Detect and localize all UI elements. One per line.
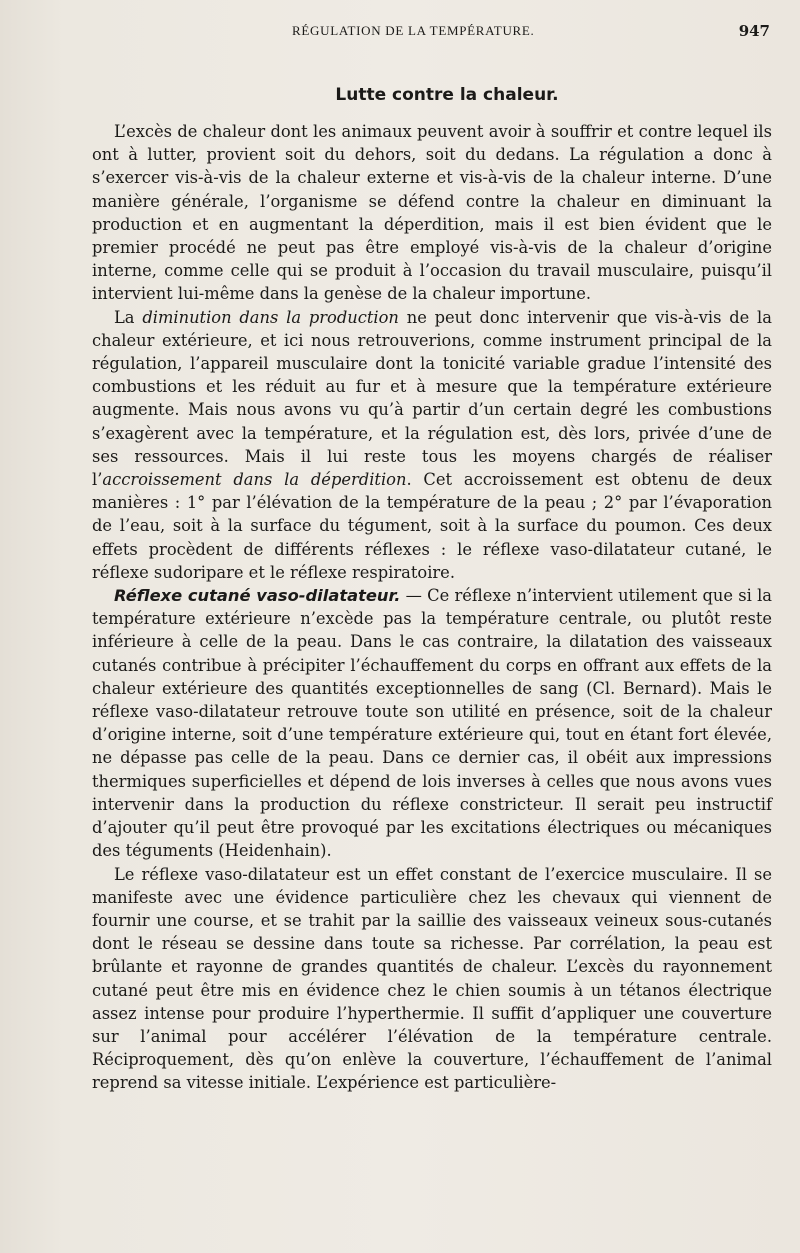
paragraph-vasodilator-reflex [92, 584, 772, 862]
reflex-heading: Réflexe cutané vaso-dilatateur. [114, 586, 401, 606]
paragraph-production-reduction [92, 306, 772, 584]
paragraph-text: . Cet accroissement est obtenu de deux manières : 1° par l’élévation de la température de la peau ; 2° par l’évaporation de l’eau, soit à la surface du tégument, soit à la surface du poumon. Ces deux effets procèdent de différents réflexes : le réflexe vaso-dilatateur cutané, le réflexe sudoripare et le réflexe respiratoire. [92, 470, 772, 582]
paragraph-heat-excess: L’excès de chaleur dont les animaux peuvent avoir à souffrir et contre lequel ils ont à lutter, provient soit du dehors, soit du dedans. La régulation a donc à s’exercer vis-à-vis de la chaleur externe et vis-à-vis de la chaleur interne. D’une manière générale, l’organisme se défend contre la chaleur en diminuant la production et en augmentant la déperdition, mais il est bien évident que le premier procédé ne peut pas être employé vis-à-vis de la chaleur d’origine interne, comme celle qui se produit à l’occasion du travail musculaire, puisqu’il intervient lui-même dans la genèse de la chaleur importune. [92, 122, 772, 304]
paragraph-text: La [114, 307, 143, 327]
paragraph-muscular-exercise: Le réflexe vaso-dilatateur est un effet constant de l’exercice musculaire. Il se manifeste avec une évidence particulière chez les chevaux qui viennent de fournir une course, et se trahit par la saillie des vaisseaux veineux sous-cutanés dont le réseau se dessine dans toute sa richesse. Par corrélation, la peau est brûlante et rayonne de grandes quantités de chaleur. L’excès du rayonnement cutané peut être mis en évidence chez le chien soumis à un tétanos électrique assez intense pour produire l’hyperthermie. Il suffit d’appliquer une couverture sur l’animal pour accélérer l’élévation de la température centrale. Réciproquement, dès qu’on enlève la couverture, l’échauffement de l’animal reprend sa vitesse initiale. L’expérience est particulière- [92, 864, 772, 1093]
running-head [92, 0, 772, 62]
emphasis-production-reduction: diminution dans la production [142, 307, 399, 327]
body-text [92, 120, 772, 1095]
page-number: 947 [738, 22, 770, 40]
emphasis-loss-increase: accroissement dans la déperdition [102, 470, 407, 490]
paragraph-text: ne peut donc intervenir que vis-à-vis de la chaleur extérieure, et ici nous retrouverions, comme instrument principal de la régulation, l’appareil musculaire dont la tonicité variable gradue l’intensité des combustions et les réduit au fur et à mesure que la température extérieure augmente. Mais nous avons vu qu’à partir d’un certain degré les combustions s’exagèrent avec la température, et la régulation est, dès lors, privée d’une de ses ressources. Mais il lui reste tous les moyens chargés de réaliser l’ [92, 307, 772, 490]
section-title: Lutte contre la chaleur. [335, 85, 559, 105]
running-title: RÉGULATION DE LA TEMPÉRATURE. [292, 23, 535, 38]
paragraph-text: — Ce réflexe n’intervient utilement que si la température extérieure n’excède pas la température centrale, ou plutôt reste inférieure à celle de la peau. Dans le cas contraire, la dilatation des vaisseaux cutanés contribue à précipiter l’échauffement du corps en offrant aux effets de la chaleur extérieure des quantités exceptionnelles de sang (Cl. Bernard). Mais le réflexe vaso-dilatateur retrouve toute son utilité en présence, soit de la chaleur d’origine interne, soit d’une température extérieure qui, tout en étant fort élevée, ne dépasse pas celle de la peau. Dans ce dernier cas, il obéit aux impressions thermiques superficielles et dépend de lois inverses à celles que nous avons vues intervenir dans la production du réflexe constricteur. Il serait peu instructif d’ajouter qu’il peut être provoqué par les excitations électriques ou mécaniques des téguments (Heidenhain). [92, 586, 773, 861]
